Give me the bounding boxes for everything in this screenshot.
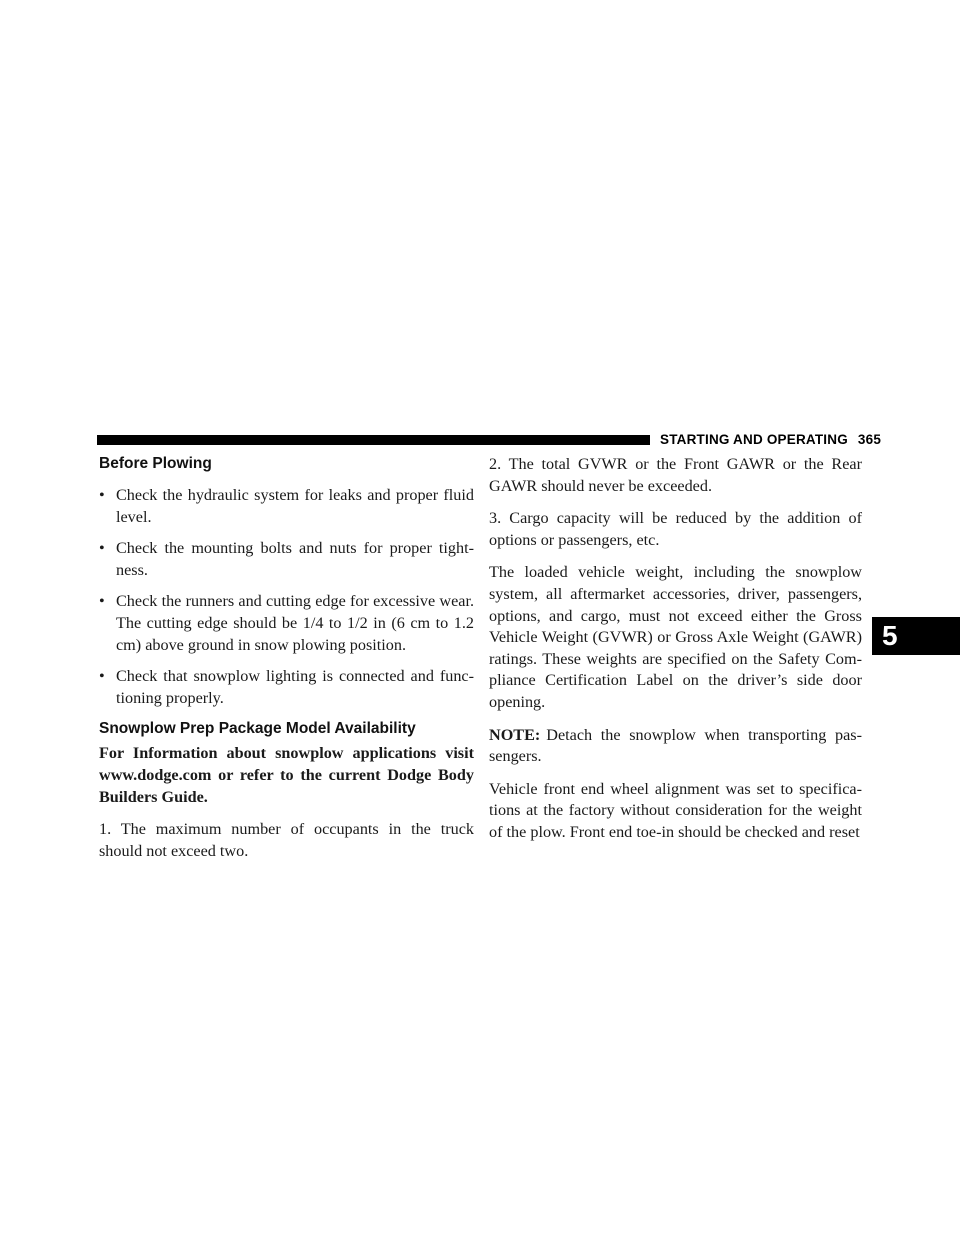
heading-snowplow-prep: Snowplow Prep Package Model Availability — [99, 720, 416, 738]
bullet-icon: • — [99, 592, 105, 611]
left-column — [99, 454, 474, 873]
section-title: STARTING AND OPERATING — [660, 432, 848, 447]
list-item-text: Check the runners and cutting edge for excessive wear. The cutting edge should be 1/4 to 1/2 in (6 cm to 1.2 cm) above ground in snow plowing position. — [116, 592, 474, 654]
numbered-item-1: 1. The maximum number of occupants in the truck should not exceed two. — [99, 820, 474, 860]
list-item — [99, 538, 474, 581]
list-item-text: Check the hydraulic system for leaks and proper fluid level. — [116, 486, 474, 526]
numbered-item-3: 3. Cargo capacity will be reduced by the addition of options or passengers, etc. — [489, 509, 862, 549]
header-rule — [97, 435, 650, 445]
info-paragraph: For Information about snowplow applications visit www.dodge.com or refer to the current Dodge Body Builders Guide. — [99, 744, 474, 806]
right-column — [489, 454, 862, 855]
note-label: NOTE: — [489, 725, 541, 744]
checklist — [99, 485, 474, 709]
list-item-text: Check the mounting bolts and nuts for proper tight-ness. — [116, 539, 474, 579]
bullet-icon: • — [99, 486, 105, 504]
weight-paragraph: The loaded vehicle weight, including the snowplow system, all aftermarket accessories, driver, passengers, options, and cargo, must not exceed either the Gross Vehicle Weight (GVWR) or Gross Axle Weight (GAWR) ratings. These weights are specified on the Safety Com-pliance Certification Label on the driver’s side door opening. — [489, 563, 862, 711]
chapter-tab: 5 — [872, 617, 960, 655]
list-item — [99, 666, 474, 709]
list-item-text: Check that snowplow lighting is connected and func-tioning properly. — [116, 667, 474, 707]
list-item — [99, 485, 474, 528]
note-paragraph — [489, 725, 862, 768]
bullet-icon: • — [99, 539, 105, 558]
list-item — [99, 591, 474, 656]
note-text: Detach the snowplow when transporting pas-sengers. — [489, 725, 862, 766]
running-header — [660, 432, 881, 447]
heading-before-plowing: Before Plowing — [99, 455, 212, 472]
bullet-icon: • — [99, 667, 105, 686]
alignment-paragraph: Vehicle front end wheel alignment was set to specifica-tions at the factory without consideration for the weight of the plow. Front end toe-in should be checked and reset — [489, 779, 862, 841]
page-number: 365 — [857, 432, 882, 447]
numbered-item-2: 2. The total GVWR or the Front GAWR or the Rear GAWR should never be exceeded. — [489, 455, 862, 495]
